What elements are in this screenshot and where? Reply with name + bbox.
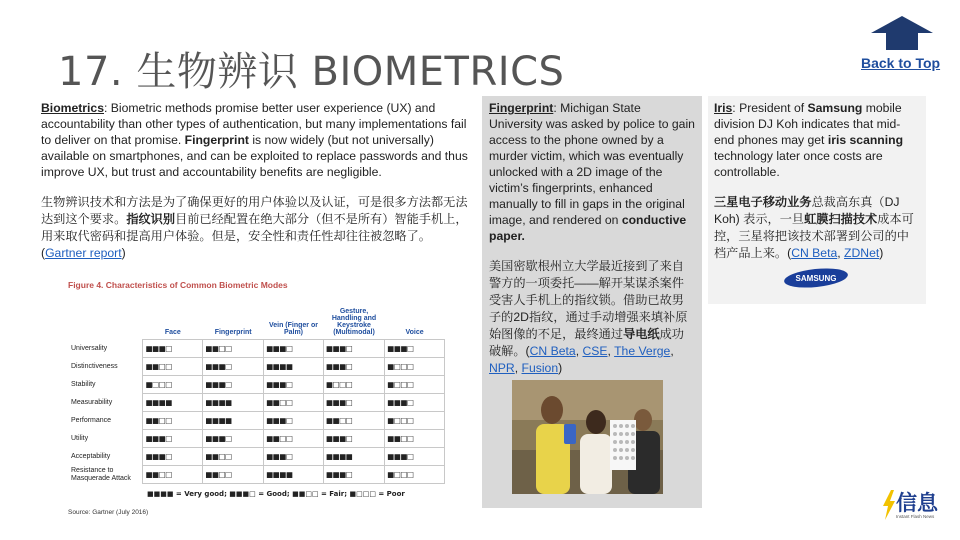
- back-to-top-arrow-icon[interactable]: [871, 16, 933, 50]
- researchers-photo: [512, 380, 663, 494]
- rating-cell: ■□□□: [385, 358, 445, 376]
- the-verge-link[interactable]: The Verge: [614, 344, 671, 358]
- row-label: Resistance to Masquerade Attack: [71, 466, 131, 482]
- svg-text:SAMSUNG: SAMSUNG: [795, 274, 837, 283]
- rating-cell: ■■■■: [143, 394, 203, 412]
- biometric-modes-table: [69, 298, 445, 484]
- slide-title: 17. 生物辨识 BIOMETRICS: [58, 49, 565, 95]
- rating-cell: ■□□□: [143, 376, 203, 394]
- rating-cell: ■□□□: [385, 466, 445, 484]
- rating-cell: ■■■□: [323, 358, 384, 376]
- rating-cell: ■■□□: [264, 394, 324, 412]
- table-row: [69, 430, 445, 448]
- rating-cell: ■■□□: [323, 412, 384, 430]
- row-label: Universality: [71, 344, 108, 352]
- table-row: [69, 376, 445, 394]
- rating-cell: ■■□□: [143, 358, 203, 376]
- table-row: [69, 358, 445, 376]
- rating-cell: ■■■□: [143, 448, 203, 466]
- rating-cell: ■■■□: [385, 340, 445, 358]
- table-row: [69, 466, 445, 484]
- row-label: Stability: [71, 380, 96, 388]
- brand-logo-text: 信息: [896, 491, 938, 515]
- rating-cell: ■□□□: [385, 412, 445, 430]
- figure-legend: ■■■■ = Very good; ■■■□ = Good; ■■□□ = Fair; ■□□□ = Poor: [147, 490, 405, 498]
- rating-cell: ■■□□: [203, 340, 264, 358]
- rating-cell: ■■■■: [264, 358, 324, 376]
- rating-cell: ■■■□: [323, 394, 384, 412]
- iris-heading: Iris: [714, 101, 733, 115]
- rating-cell: ■■■□: [264, 412, 324, 430]
- rating-cell: ■■■■: [264, 466, 324, 484]
- row-label: Distinctiveness: [71, 362, 118, 370]
- rating-cell: ■■□□: [203, 448, 264, 466]
- figure-title: Figure 4. Characteristics of Common Biometric Modes: [68, 280, 288, 290]
- rating-cell: ■■■□: [203, 358, 264, 376]
- rating-cell: ■■■□: [323, 430, 384, 448]
- rating-cell: ■■■□: [143, 340, 203, 358]
- column-header: Gesture, Handling and Keystroke (Multimodal): [331, 308, 377, 336]
- rating-cell: ■■□□: [143, 412, 203, 430]
- rating-cell: ■■■□: [143, 430, 203, 448]
- cse-link[interactable]: CSE: [582, 344, 608, 358]
- rating-cell: ■□□□: [323, 376, 384, 394]
- iris-en-paragraph: Iris: President of Samsung mobile division DJ Koh indicates that mid-end phones may get iris scanning technology later once costs are controllable.: [714, 101, 904, 179]
- rating-cell: ■■□□: [264, 430, 324, 448]
- fusion-link[interactable]: Fusion: [521, 361, 559, 375]
- rating-cell: ■■■■: [203, 412, 264, 430]
- rating-cell: ■■■□: [264, 340, 324, 358]
- rating-cell: ■■■□: [264, 448, 324, 466]
- column-header: Voice: [405, 329, 424, 336]
- xinxi-brand-logo: [882, 490, 938, 522]
- samsung-logo: [783, 268, 849, 288]
- rating-cell: ■■■■: [203, 394, 264, 412]
- row-label: Measurability: [71, 398, 113, 406]
- rating-cell: ■■■□: [385, 394, 445, 412]
- table-row: [69, 448, 445, 466]
- column-header: Vein (Finger or Palm): [268, 322, 318, 336]
- rating-cell: ■■■■: [323, 448, 384, 466]
- row-label: Utility: [71, 434, 89, 442]
- rating-cell: ■■■□: [203, 376, 264, 394]
- figure-source: Source: Gartner (July 2016): [68, 509, 149, 516]
- rating-cell: ■■■□: [203, 430, 264, 448]
- fingerprint-cn-paragraph: 美国密歇根州立大学最近接到了来自警方的一项委托——解开某谋杀案件受害人手机上的指纹锁。借助已故男子的2D指纹，通过手动增强来填补原始图像的不足，最终通过导电纸成功破解。(CN Beta, CSE, The Verge, NPR, Fusion): [489, 259, 688, 375]
- column-header: Face: [164, 329, 181, 336]
- npr-link[interactable]: NPR: [489, 361, 515, 375]
- rating-cell: ■□□□: [385, 376, 445, 394]
- brand-logo-subtitle: Instant Flash News: [896, 514, 935, 519]
- biometrics-heading: Biometrics: [41, 101, 104, 115]
- table-row: [69, 340, 445, 358]
- table-row: [69, 394, 445, 412]
- row-label: Acceptability: [71, 452, 111, 460]
- zdnet-link[interactable]: ZDNet: [844, 246, 880, 260]
- rating-cell: ■■□□: [203, 466, 264, 484]
- biometrics-cn-paragraph: 生物辨识技术和方法是为了确保更好的用户体验以及认证，可是很多方法都无法达到这个要求。指纹识别目前已经配置在绝大部分（但不是所有）智能手机上，用来取代密码和提高用户体验。但是，安全性和责任性却往往被忽略了。(Gartner report): [41, 195, 468, 260]
- fingerprint-heading: Fingerprint: [489, 101, 554, 115]
- rating-cell: ■■□□: [143, 466, 203, 484]
- biometrics-en-paragraph: Biometrics: Biometric methods promise better user experience (UX) and accountability than other types of authentication, but many implementations fail to deliver on that promise. Fingerprint is now widely (but not universally) available on smartphones, and can be exploited to replace passwords and thus improve UX, but trust and accountability benefits are negligible.: [41, 101, 468, 179]
- iris-cn-paragraph: 三星电子移动业务总裁高东真（DJ Koh) 表示，一旦虹膜扫描技术成本可控，三星将把该技术部署到公司的中档产品上来。(CN Beta, ZDNet): [714, 195, 914, 260]
- cnbeta-iris-link[interactable]: CN Beta: [791, 246, 838, 260]
- lightning-icon: [882, 490, 896, 520]
- rating-cell: ■■■□: [323, 340, 384, 358]
- back-to-top-link[interactable]: Back to Top: [861, 55, 941, 71]
- cnbeta-link[interactable]: CN Beta: [529, 344, 576, 358]
- biometric-modes-figure: [65, 278, 445, 520]
- column-header: Fingerprint: [214, 329, 252, 336]
- fingerprint-en-paragraph: Fingerprint: Michigan State University was asked by police to gain access to the phone owned by a murder victim, which was eventually unlocked with a 2D image of the victim’s fingerprints, enhanced manually to fill in gaps in the original image, and rendered on conductive paper.: [489, 101, 695, 243]
- gartner-report-link[interactable]: Gartner report: [45, 246, 122, 260]
- rating-cell: ■■■□: [323, 466, 384, 484]
- table-row: [69, 412, 445, 430]
- rating-cell: ■■■□: [264, 376, 324, 394]
- rating-cell: ■■□□: [385, 430, 445, 448]
- rating-cell: ■■■□: [385, 448, 445, 466]
- row-label: Performance: [71, 416, 112, 424]
